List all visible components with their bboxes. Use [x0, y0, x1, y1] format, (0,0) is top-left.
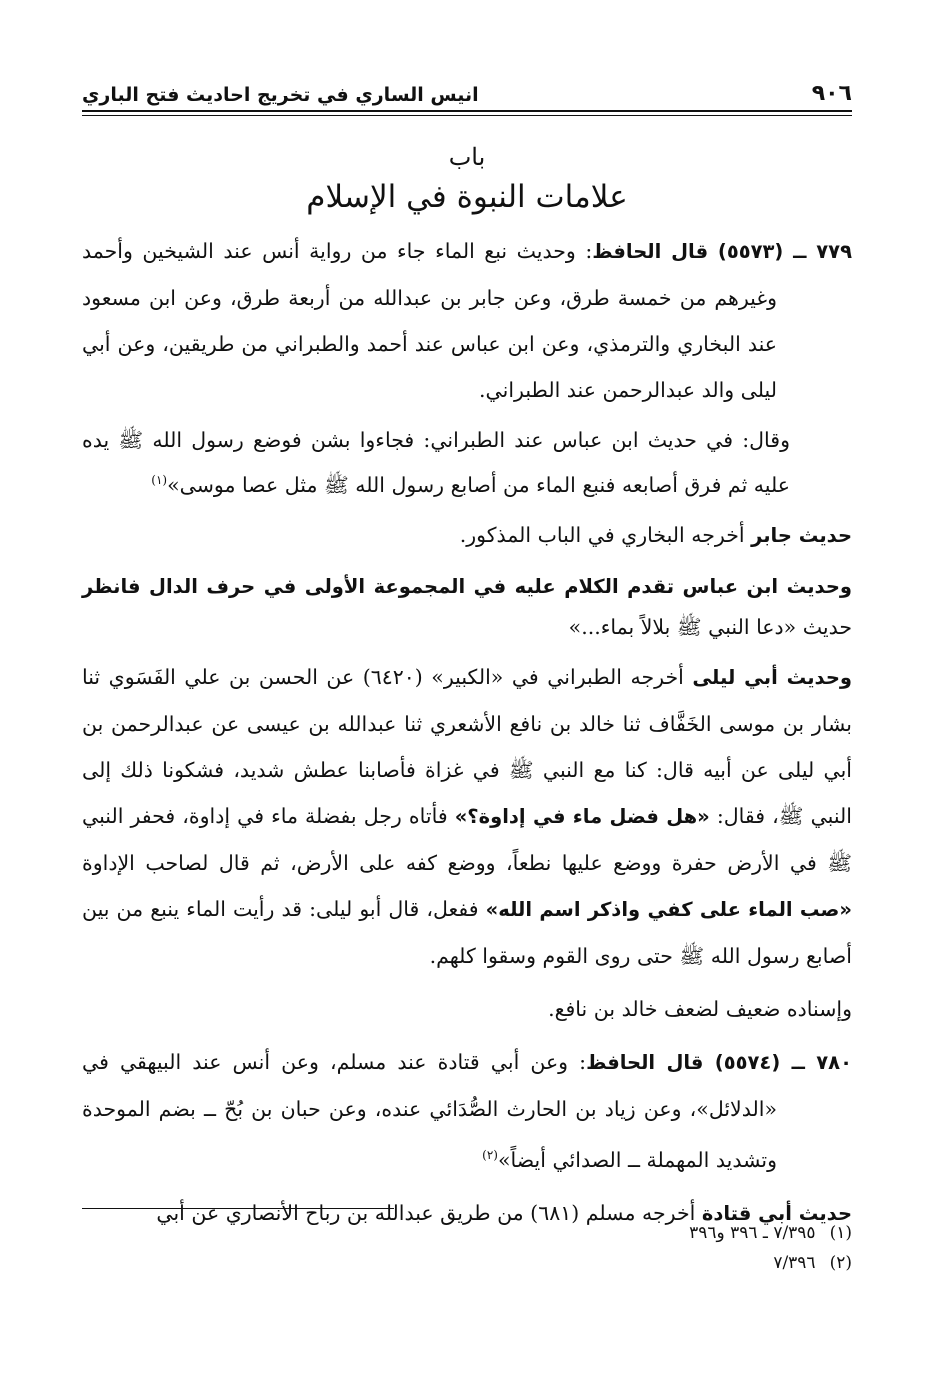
footnote-2-text: ٧/٣٩٦	[773, 1253, 816, 1273]
entry-780-text-2: «الدلائل»، وعن زياد بن الحارث الصُّدَائي عنده، وعن حبان بن بُحّ ــ بضم الموحدة وتشديد المهملة ــ الصدائي أيضاً»	[82, 1096, 777, 1172]
jabir-text: أخرجه البخاري في الباب المذكور.	[459, 522, 752, 547]
abbas-text: حديث «دعا النبي ﷺ بلالاً بماء...»	[568, 614, 852, 639]
footnote-1-num: (١)	[829, 1223, 852, 1243]
running-title: انيس الساري في تخريج احاديث فتح الباري	[82, 84, 479, 106]
laila-quote-2: «صب الماء على كفي واذكر اسم الله»	[485, 897, 852, 921]
entry-779-text: : وحديث نبع الماء جاء من رواية أنس عند الشيخين وأحمد وغيرهم من خمسة طرق، وعن جابر بن عبدالله من أربعة طرق، وعن ابن مسعود عند البخاري والترمذي، وعن ابن عباس عند أحمد والطبراني من طريقين، وعن أبي ليلى والد عبدالرحمن عند الطبراني.	[82, 239, 777, 402]
footnote-ref-2: (٢)	[482, 1147, 498, 1162]
entry-779	[82, 228, 852, 413]
quote-text: وقال: في حديث ابن عباس عند الطبراني: فجاءوا بشن فوضع رسول الله ﷺ يده عليه ثم فرق أصابعه فنبع الماء من أصابع رسول الله ﷺ مثل عصا موسى»	[82, 428, 790, 497]
chapter-heading	[82, 140, 852, 220]
laila-text-1: أخرجه الطبراني في «الكبير» (٦٤٢٠) عن الحسن بن علي الفَسَوي ثنا بشار بن موسى الخَفَّاف ثنا خالد بن نافع الأشعري ثنا عبدالله بن عيسى عن عبدالرحمن بن أبي ليلى عن أبيه قال: كنا مع النبي ﷺ في غزاة فأصابنا عطش شديد، فشكونا ذلك إلى النبي ﷺ، فقال:	[82, 664, 852, 828]
footnotes	[82, 1218, 852, 1278]
laila-weakness-note	[82, 986, 852, 1032]
abbas-lead: وحديث ابن عباس تقدم الكلام عليه في المجموعة الأولى في حرف الدال فانظر	[82, 574, 852, 598]
page-body	[82, 228, 852, 1244]
footnote-ref-1: (١)	[151, 473, 168, 487]
header-rule-thick	[82, 110, 852, 112]
laila-text-3: ففعل، قال أبو ليلى: قد رأيت الماء ينبع من بين أصابع رسول الله ﷺ حتى روى القوم وسقوا كلهم.	[82, 896, 852, 968]
laila-quote-1: «هل فضل ماء في إداوة؟»	[454, 804, 710, 828]
footnote-1-text: ٧/٣٩٥ ـ ٣٩٦ و٣٩٦	[689, 1223, 816, 1243]
document-page	[82, 60, 852, 1340]
entry-779-lead: ٧٧٩ ــ (٥٥٧٣) قال الحافظ	[592, 240, 852, 263]
qatada-text: أخرجه مسلم (٦٨١) من طريق عبدالله بن رباح الأنصاري عن أبي	[156, 1200, 702, 1225]
jabir-paragraph	[82, 512, 852, 559]
header-rule-thin	[82, 115, 852, 116]
page-number: ٩٠٦	[811, 81, 852, 106]
qatada-lead: حديث أبي قتادة	[701, 1201, 852, 1225]
laila-paragraph	[82, 654, 852, 979]
abbas-paragraph	[82, 566, 852, 647]
entry-780-text-1: : وعن أبي قتادة عند مسلم، وعن أنس عند البيهقي في	[82, 1049, 587, 1074]
footnote-rule	[82, 1208, 394, 1209]
entry-780-lead: ٧٨٠ ــ (٥٥٧٤) قال الحافظ	[586, 1050, 852, 1074]
page-header	[82, 72, 852, 106]
laila-lead: وحديث أبي ليلى	[692, 665, 852, 689]
chapter-label: باب	[448, 143, 486, 171]
entry-779-quote	[82, 420, 852, 505]
entry-780	[82, 1039, 852, 1183]
footnote-1	[82, 1218, 852, 1248]
footnote-2	[82, 1248, 852, 1278]
jabir-lead: حديث جابر	[751, 523, 852, 547]
chapter-title: علامات النبوة في الإسلام	[306, 179, 628, 215]
laila-text-2: فأتاه رجل بفضلة ماء في إداوة، فحفر النبي ﷺ في الأرض حفرة ووضع عليها نطعاً، ووضع كفه على الأرض، ثم قال لصاحب الإداوة	[82, 803, 852, 875]
footnote-2-num: (٢)	[829, 1253, 852, 1273]
weakness-text: وإسناده ضعيف لضعف خالد بن نافع.	[548, 996, 852, 1021]
